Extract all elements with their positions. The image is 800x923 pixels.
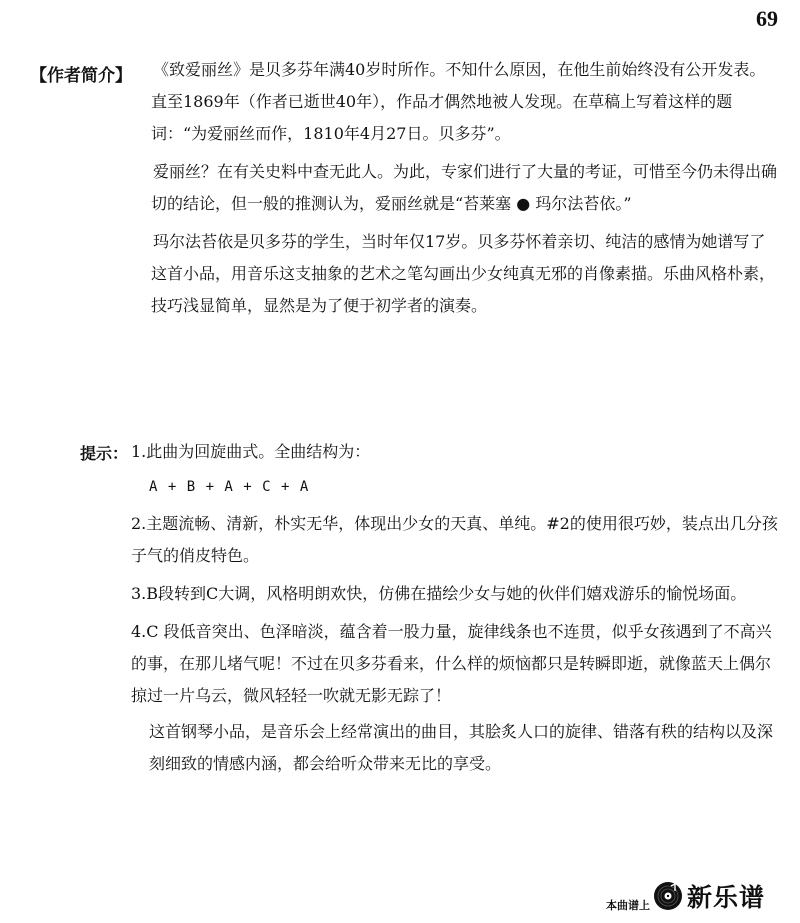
site-logo[interactable] xyxy=(653,878,765,914)
hint-number: 2. xyxy=(131,514,147,533)
author-intro-paragraph-1: 《致爱丽丝》是贝多芬年满40岁时所作。不知什么原因，在他生前始终没有公开发表。直至1869年（作者已逝世40年），作品才偶然地被人发现。在草稿上写着这样的题词：“为爱丽丝而作，1810年4月27日。贝多芬”。 xyxy=(151,60,766,143)
vinyl-record-icon xyxy=(653,881,683,911)
hints-section xyxy=(131,436,781,780)
hint-item-1 xyxy=(131,436,781,468)
structure-formula: A + B + A + C + A xyxy=(149,479,310,495)
hint-number: 3. xyxy=(131,584,147,603)
footer-source-text: 本曲谱上 xyxy=(606,899,650,912)
hint-number: 1. xyxy=(131,442,147,461)
hint-text: 此曲为回旋曲式。全曲结构为： xyxy=(146,442,371,461)
author-intro-paragraph-3: 玛尔法苔依是贝多芬的学生，当时年仅17岁。贝多芬怀着亲切、纯洁的感情为她谱写了这首小品，用音乐这支抽象的艺术之笔勾画出少女纯真无邪的肖像素描。乐曲风格朴素，技巧浅显简单，显然是为了便于初学者的演奏。 xyxy=(151,232,776,315)
page-number: 69 xyxy=(756,6,778,31)
hint-item-2 xyxy=(131,508,781,572)
author-intro-section xyxy=(151,54,777,322)
author-intro-label: 【作者简介】 xyxy=(30,66,132,86)
author-intro-paragraph-2: 爱丽丝？在有关史料中查无此人。为此，专家们进行了大量的考证，可惜至今仍未得出确切的结论，但一般的推测认为，爱丽丝就是“苔莱塞 ● 玛尔法苔依。” xyxy=(151,162,778,213)
closing-paragraph: 这首钢琴小品，是音乐会上经常演出的曲目，其脍炙人口的旋律、错落有秩的结构以及深刻细致的情感内涵，都会给听众带来无比的享受。 xyxy=(149,722,774,773)
hint-text: 主题流畅、清新，朴实无华，体现出少女的天真、单纯。#2的使用很巧妙，装点出几分孩子气的俏皮特色。 xyxy=(131,514,778,565)
hint-item-4 xyxy=(131,616,781,712)
logo-text: 新乐谱 xyxy=(687,883,766,912)
hints-label: 提示： xyxy=(80,444,129,463)
hint-text: C 段低音突出、色泽暗淡，蕴含着一股力量，旋律线条也不连贯，似乎女孩遇到了不高兴的事，在那儿堵气呢！不过在贝多芬看来，什么样的烦恼都只是转瞬即逝，就像蓝天上偶尔掠过一片乌云，微风轻轻一吹就无影无踪了！ xyxy=(131,622,772,705)
hint-number: 4. xyxy=(131,622,147,641)
hint-item-3 xyxy=(131,578,781,610)
hint-text: B段转到C大调，风格明朗欢快，仿佛在描绘少女与她的伙伴们嬉戏游乐的愉悦场面。 xyxy=(146,584,747,603)
footer xyxy=(606,878,765,914)
